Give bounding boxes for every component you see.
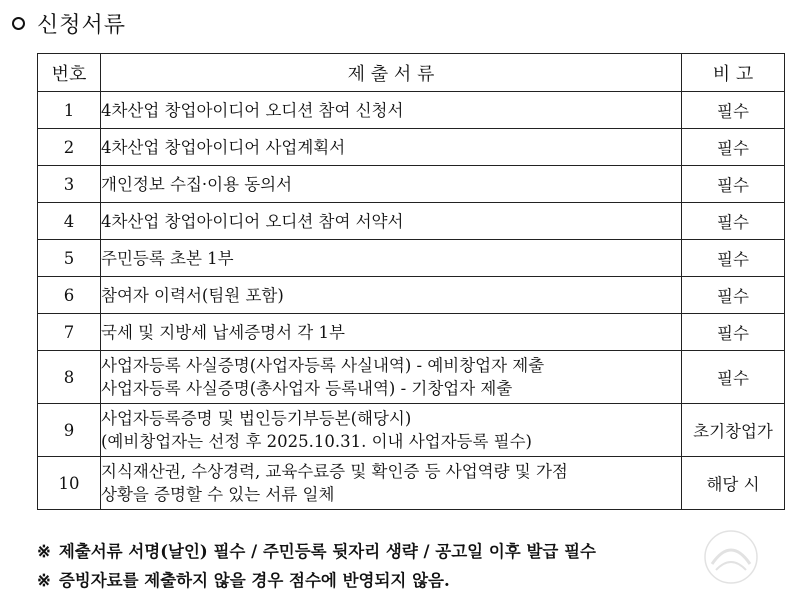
row-remark: 해당 시 <box>682 457 785 510</box>
row-document <box>101 166 682 203</box>
table-header-row <box>38 54 785 92</box>
header-document: 제 출 서 류 <box>101 54 682 92</box>
notes-section <box>37 537 596 595</box>
row-document <box>101 457 682 510</box>
row-remark: 필수 <box>682 351 785 404</box>
row-number: 4 <box>38 203 101 240</box>
document-line: 4차산업 창업아이디어 오디션 참여 신청서 <box>101 100 404 120</box>
reference-mark: ※ <box>37 542 51 561</box>
section-heading <box>12 8 126 38</box>
row-number: 2 <box>38 129 101 166</box>
row-document <box>101 92 682 129</box>
document-line: 4차산업 창업아이디어 오디션 참여 서약서 <box>101 211 404 231</box>
note-line <box>37 566 596 595</box>
table-row <box>38 203 785 240</box>
row-number: 8 <box>38 351 101 404</box>
row-document <box>101 404 682 457</box>
row-number: 6 <box>38 277 101 314</box>
section-title: 신청서류 <box>37 12 127 38</box>
row-document <box>101 203 682 240</box>
document-line: 주민등록 초본 1부 <box>101 248 234 268</box>
row-remark: 필수 <box>682 129 785 166</box>
documents-table <box>37 53 785 510</box>
row-remark: 필수 <box>682 240 785 277</box>
header-remark: 비 고 <box>682 54 785 92</box>
row-remark: 필수 <box>682 92 785 129</box>
row-number: 10 <box>38 457 101 510</box>
city-seal-watermark-icon <box>700 528 762 586</box>
row-remark: 필수 <box>682 277 785 314</box>
table-row <box>38 404 785 457</box>
note-text: 제출서류 서명(날인) 필수 / 주민등록 뒷자리 생략 / 공고일 이후 발급 필수 <box>58 542 596 561</box>
row-document <box>101 129 682 166</box>
document-line: 사업자등록 사실증명(사업자등록 사실내역) - 예비창업자 제출 <box>101 356 545 375</box>
row-document <box>101 240 682 277</box>
row-remark: 필수 <box>682 203 785 240</box>
note-text: 증빙자료를 제출하지 않을 경우 점수에 반영되지 않음. <box>58 571 450 590</box>
note-line <box>37 537 596 566</box>
header-number: 번호 <box>38 54 101 92</box>
row-number: 3 <box>38 166 101 203</box>
table-row <box>38 314 785 351</box>
circle-outline-icon <box>12 17 25 30</box>
table-row <box>38 92 785 129</box>
document-line: 참여자 이력서(팀원 포함) <box>101 285 284 305</box>
table-row <box>38 166 785 203</box>
document-line: 상황을 증명할 수 있는 서류 일체 <box>101 485 335 504</box>
row-remark: 초기창업가 <box>682 404 785 457</box>
row-number: 9 <box>38 404 101 457</box>
table-row <box>38 129 785 166</box>
row-remark: 필수 <box>682 314 785 351</box>
reference-mark: ※ <box>37 571 51 590</box>
row-number: 5 <box>38 240 101 277</box>
document-line: 사업자등록 사실증명(총사업자 등록내역) - 기창업자 제출 <box>101 379 513 398</box>
document-line: 사업자등록증명 및 법인등기부등본(해당시) <box>101 409 412 428</box>
row-document <box>101 351 682 404</box>
document-line: (예비창업자는 선정 후 2025.10.31. 이내 사업자등록 필수) <box>101 432 532 451</box>
table-row <box>38 457 785 510</box>
table-row <box>38 240 785 277</box>
row-document <box>101 277 682 314</box>
watermark-graphic <box>700 528 762 586</box>
table-row <box>38 277 785 314</box>
document-line: 개인정보 수집·이용 동의서 <box>101 174 293 194</box>
document-line: 국세 및 지방세 납세증명서 각 1부 <box>101 322 345 342</box>
document-line: 4차산업 창업아이디어 사업계획서 <box>101 137 346 157</box>
document-line: 지식재산권, 수상경력, 교육수료증 및 확인증 등 사업역량 및 가점 <box>101 462 568 481</box>
row-number: 1 <box>38 92 101 129</box>
table-row <box>38 351 785 404</box>
row-document <box>101 314 682 351</box>
row-remark: 필수 <box>682 166 785 203</box>
row-number: 7 <box>38 314 101 351</box>
